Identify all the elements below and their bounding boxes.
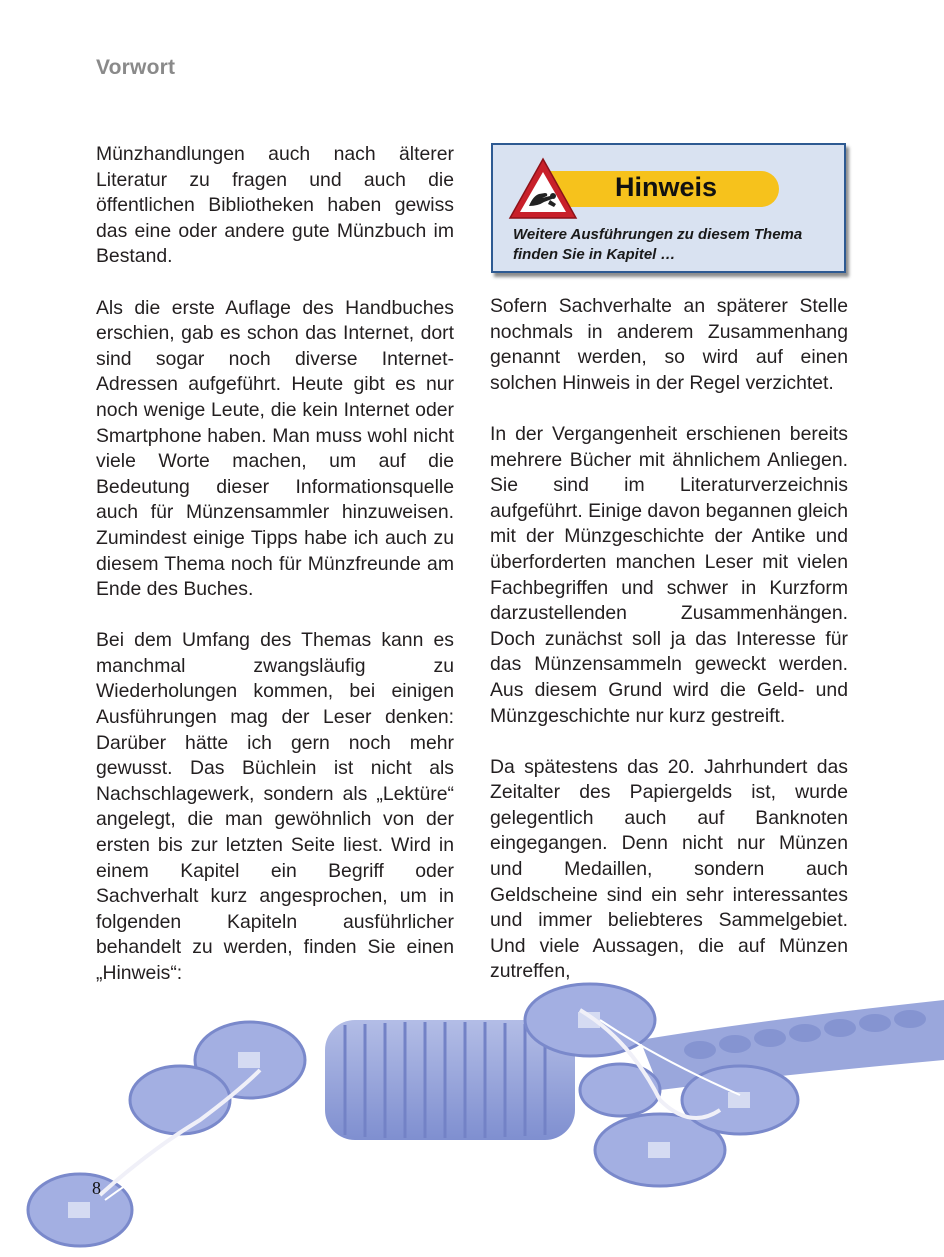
right-column: [490, 294, 848, 1011]
left-column: [96, 142, 454, 1012]
paragraph: Als die erste Auflage des Handbuches erschien, gab es schon das Internet, dort sind sogar noch diverse Internet-Adressen aufgeführt. Heute gibt es nur noch wenige Leute, die kein Internet oder Smartphone haben. Man muss wohl nicht viele Worte machen, um auf die Bedeutung dieser Informationsquelle auch für Münzensammler hinzuweisen. Zumindest einige Tipps habe ich auch zu diesem Thema noch für Münzfreunde am Ende des Buches.: [96, 296, 454, 601]
paragraph: In der Vergangenheit erschienen bereits mehrere Bücher mit ähnlichem Anliegen. Sie sind im Literaturverzeichnis aufgeführt. Einige davon begannen gleich mit der Münzgeschichte der Antike und überforderten manchen Leser mit vielen Fachbegriffen und schwer in Kurzform darzustellenden Zusammenhängen. Doch zunächst soll ja das Interesse für das Münzensammeln geweckt werden. Aus diesem Grund wird die Geld- und Münzgeschichte nur kurz gestreift.: [490, 422, 848, 727]
page-number: 8: [92, 1178, 101, 1198]
coin-string-illustration: [0, 980, 944, 1257]
hinweis-callout: [491, 143, 846, 273]
hinweis-title: Hinweis: [615, 172, 718, 202]
paragraph: Münzhandlungen auch nach älterer Literatur zu fragen und auch die öffentlichen Bibliotheken haben gewiss das eine oder andere gute Münzbuch im Bestand.: [96, 143, 454, 268]
paragraph: Bei dem Umfang des Themas kann es manchmal zwangsläufig zu Wiederholungen kommen, bei einigen Ausführungen mag der Leser denken: Darüber hätte ich gern noch mehr gewusst. Das Büchlein ist nicht als Nachschlagewerk, sondern als „Lektüre“ angelegt, die man gewöhnlich von der ersten bis zur letzten Seite liest. Wird in einem Kapitel ein Begriff oder Sachverhalt kurz angesprochen, um in folgenden Kapiteln ausführlicher behandelt zu werden, finden Sie einen „Hinweis“:: [96, 629, 454, 984]
paragraph: Da spätestens das 20. Jahrhundert das Zeitalter des Papiergelds ist, wurde gelegentlich auch auf Banknoten eingegangen. Denn nicht nur Münzen und Medaillen, sondern auch Geldscheine sind ein sehr interessantes und immer beliebteres Sammelgebiet. Und viele Aussagen, die auf Münzen zutreffen,: [490, 755, 848, 983]
running-header: Vorwort: [96, 56, 176, 79]
hinweis-text: Weitere Ausführungen zu diesem Thema finden Sie in Kapitel …: [513, 226, 803, 263]
warning-triangle-icon: [507, 156, 579, 222]
paragraph: Sofern Sachverhalte an späterer Stelle nochmals in anderem Zusammenhang genannt werden, so wird auf einen solchen Hinweis in der Regel verzichtet.: [490, 295, 848, 394]
